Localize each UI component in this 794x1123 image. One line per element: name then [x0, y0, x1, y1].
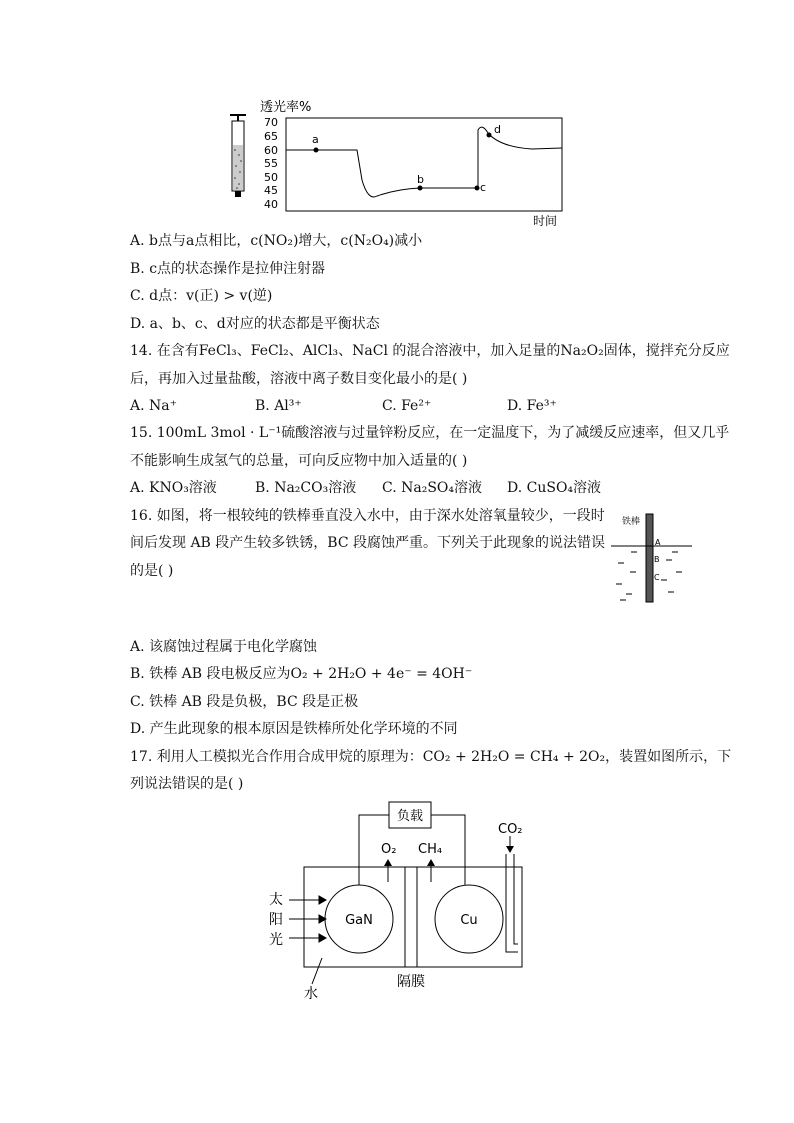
- label-b: B: [654, 555, 660, 564]
- ch4-arrow-icon: [427, 859, 435, 882]
- point-a-label: a: [312, 133, 319, 146]
- point-c: [475, 186, 480, 191]
- q13-chart: [222, 95, 572, 230]
- label-c: C: [654, 573, 660, 582]
- q15-option-c: C. Na₂SO₄溶液: [382, 480, 483, 496]
- q14-option-a: A. Na⁺: [130, 398, 177, 414]
- chart-xlabel: 时间: [533, 214, 558, 228]
- syringe-icon: [230, 115, 246, 197]
- y-tick-labels: [264, 116, 278, 211]
- label-a: A: [655, 538, 661, 547]
- y-tick-60: 60: [264, 144, 278, 157]
- transmittance-line: [286, 127, 562, 197]
- rod-label: 铁棒: [622, 517, 641, 527]
- q14-option-d: D. Fe³⁺: [507, 398, 557, 414]
- q13-option-d: D. a、b、c、d对应的状态都是平衡状态: [130, 316, 380, 332]
- point-b: [418, 186, 423, 191]
- q15-stem-line1: 15. 100mL 3mol · L⁻¹硫酸溶液与过量锌粉反应，在一定温度下，为了减缓反应速率，但又几乎: [130, 425, 730, 441]
- y-tick-65: 65: [264, 130, 278, 143]
- q17-stem-line2: 列说法错误的是( ): [130, 776, 244, 792]
- point-c-label: c: [480, 181, 487, 194]
- y-tick-55: 55: [264, 157, 278, 170]
- point-b-label: b: [417, 173, 424, 186]
- chart-frame: [286, 118, 562, 211]
- water-pointer: [312, 958, 322, 984]
- water-label: 水: [304, 986, 318, 1002]
- co2-inlet-tube: [506, 854, 518, 952]
- co2-arrow-icon: [506, 836, 514, 853]
- q15-option-b: B. Na₂CO₃溶液: [255, 480, 357, 496]
- point-a: [314, 148, 319, 153]
- q16-option-d: D. 产生此现象的根本原因是铁棒所处化学环境的不同: [130, 721, 458, 737]
- q16-option-a: A. 该腐蚀过程属于电化学腐蚀: [130, 639, 318, 655]
- y-tick-50: 50: [264, 171, 278, 184]
- q16-stem-line2: 间后发现 AB 段产生较多铁锈，BC 段腐蚀严重。下列关于此现象的说法错误: [130, 535, 606, 551]
- o2-label: O₂: [381, 842, 397, 857]
- q17-stem-line1: 17. 利用人工模拟光合作用合成甲烷的原理为：CO₂ + 2H₂O = CH₄ + 2O₂，装置如图所示，下: [130, 749, 732, 765]
- q13-option-c: C. d点：v(正) > v(逆): [130, 288, 273, 304]
- sun-label-1: 太: [269, 892, 283, 908]
- chart-ylabel: 透光率%: [260, 100, 312, 115]
- y-tick-70: 70: [264, 116, 278, 129]
- co2-label: CO₂: [498, 822, 523, 837]
- point-d-label: d: [494, 123, 501, 136]
- sunlight-arrows-icon: [289, 896, 326, 942]
- membrane: [405, 867, 417, 967]
- ch4-label: CH₄: [418, 842, 443, 857]
- q14-option-b: B. Al³⁺: [255, 398, 302, 414]
- q15-option-a: A. KNO₃溶液: [130, 480, 217, 496]
- q16-stem-line1: 16. 如图，将一根较纯的铁棒垂直没入水中，由于深水处溶氧量较少，一段时: [130, 508, 605, 524]
- q17-device-figure: [262, 798, 542, 1003]
- sun-label-3: 光: [269, 932, 283, 948]
- q14-stem-line2: 后，再加入过量盐酸，溶液中离子数目变化最小的是( ): [130, 371, 468, 387]
- point-d: [487, 133, 492, 138]
- q13-option-b: B. c点的状态操作是拉伸注射器: [130, 261, 326, 277]
- q16-iron-rod-figure: [606, 508, 696, 608]
- q16-stem-line3: 的是( ): [130, 563, 174, 579]
- y-tick-40: 40: [264, 198, 278, 211]
- cu-label: Cu: [460, 913, 478, 928]
- q14-option-c: C. Fe²⁺: [382, 398, 432, 414]
- gan-label: GaN: [345, 913, 373, 928]
- q16-option-b: B. 铁棒 AB 段电极反应为O₂ + 2H₂O + 4e⁻ = 4OH⁻: [130, 666, 473, 682]
- sun-label-2: 阳: [269, 912, 283, 928]
- load-label: 负载: [396, 809, 424, 824]
- membrane-label: 隔膜: [397, 974, 425, 990]
- q15-stem-line2: 不能影响生成氢气的总量，可向反应物中加入适量的( ): [130, 453, 468, 469]
- q16-option-c: C. 铁棒 AB 段是负极，BC 段是正极: [130, 694, 359, 710]
- q14-stem-line1: 14. 在含有FeCl₃、FeCl₂、AlCl₃、NaCl 的混合溶液中，加入足量的Na₂O₂固体，搅拌充分反应: [130, 343, 730, 359]
- q13-option-a: A. b点与a点相比，c(NO₂)增大，c(N₂O₄)减小: [130, 233, 423, 249]
- q15-option-d: D. CuSO₄溶液: [507, 480, 602, 496]
- o2-arrow-icon: [384, 859, 392, 882]
- iron-rod: [646, 514, 653, 602]
- y-tick-45: 45: [264, 184, 278, 197]
